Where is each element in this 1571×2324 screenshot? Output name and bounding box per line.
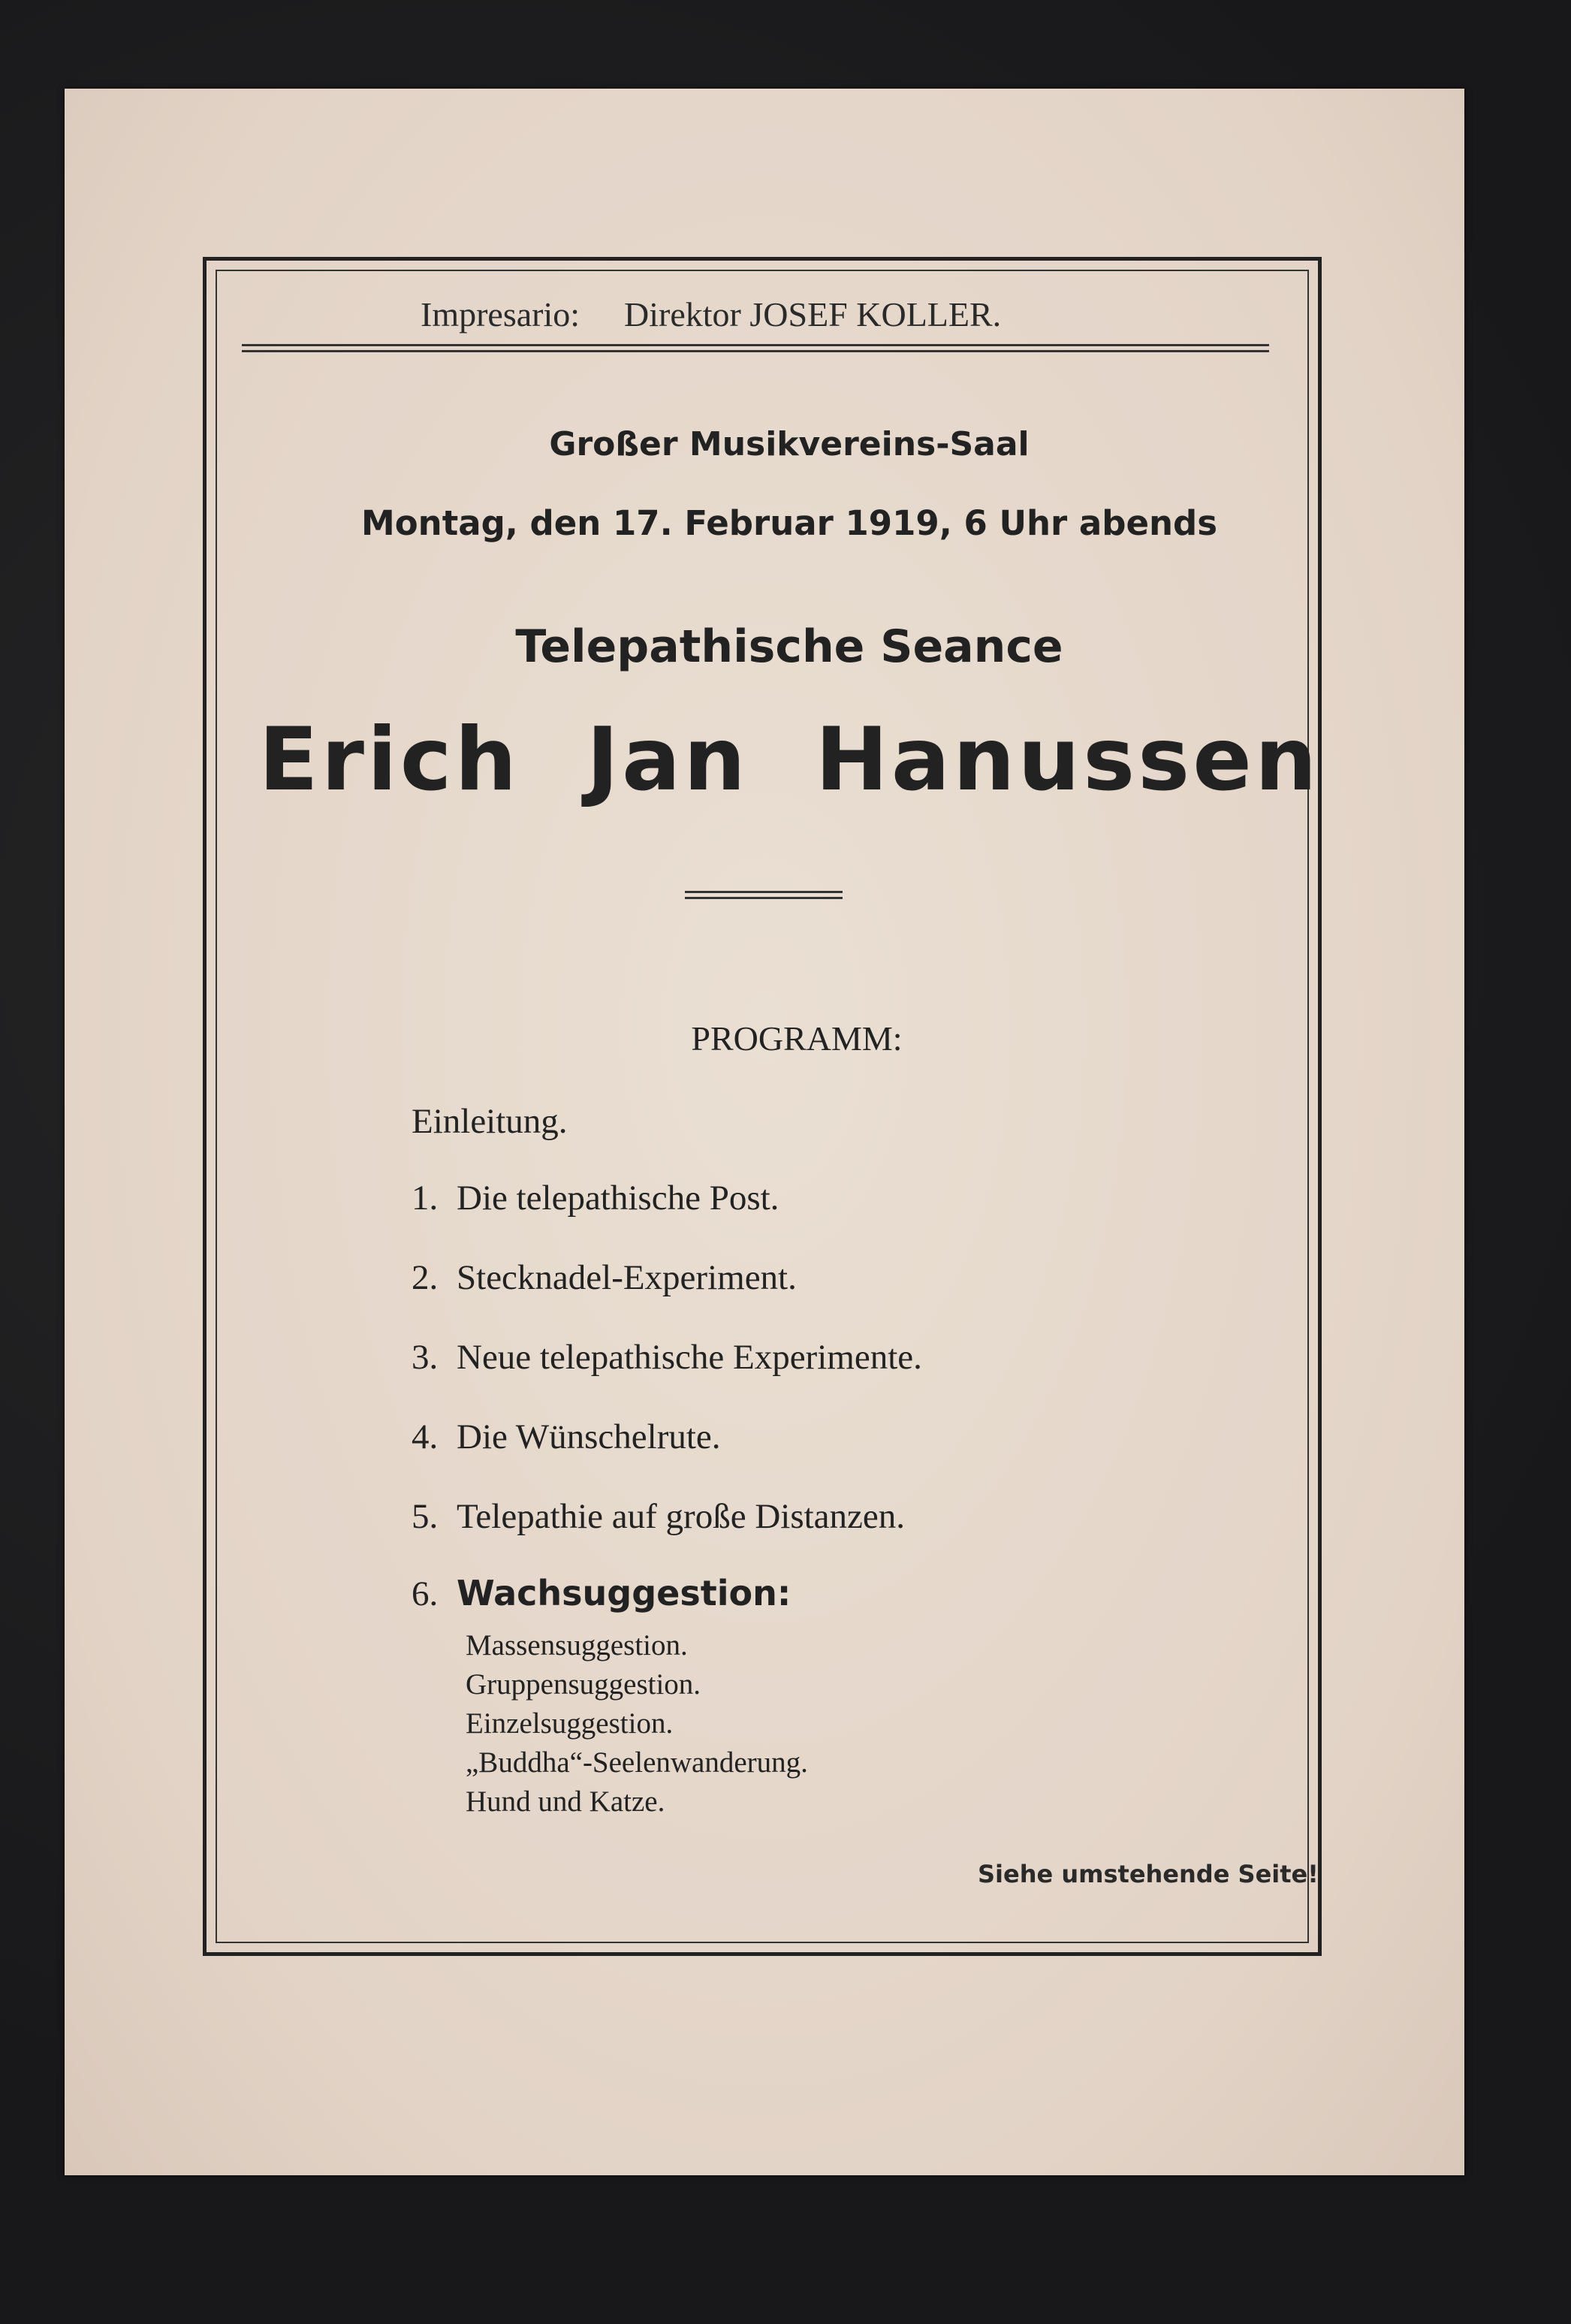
item-number: 3. bbox=[412, 1338, 439, 1377]
impresario-label: Impresario: bbox=[421, 295, 580, 334]
item-number: 2. bbox=[412, 1258, 439, 1297]
impresario-name: Direktor JOSEF KOLLER. bbox=[624, 295, 1002, 334]
item-label: Telepathie auf große Distanzen. bbox=[457, 1497, 906, 1536]
item-label: Die telepathische Post. bbox=[457, 1179, 779, 1218]
item-label: Stecknadel-Experiment. bbox=[457, 1258, 797, 1297]
venue: Großer Musikvereins-Saal bbox=[549, 425, 1030, 463]
program-item bbox=[412, 1178, 779, 1218]
footer-note: Siehe umstehende Seite! bbox=[978, 1860, 1319, 1888]
program-item bbox=[412, 1417, 721, 1457]
program-heading: PROGRAMM: bbox=[691, 1019, 903, 1058]
date-line: Montag, den 17. Februar 1919, 6 Uhr abends bbox=[360, 503, 1218, 543]
program-item bbox=[412, 1337, 922, 1378]
event-type: Telepathische Seance bbox=[515, 620, 1063, 673]
program-item bbox=[412, 1573, 791, 1614]
item-number: 5. bbox=[412, 1497, 439, 1536]
item-label: Die Wünschelrute. bbox=[457, 1417, 721, 1456]
program-subitem: Massensuggestion. bbox=[466, 1629, 688, 1662]
program-subitem: „Buddha“-Seelenwanderung. bbox=[466, 1746, 808, 1779]
title-divider bbox=[685, 891, 843, 899]
impresario-line bbox=[421, 294, 1001, 334]
program-intro: Einleitung. bbox=[412, 1102, 568, 1141]
item-number: 1. bbox=[412, 1179, 439, 1218]
item-label: Wachsuggestion: bbox=[457, 1573, 792, 1613]
program-subitem: Gruppensuggestion. bbox=[466, 1668, 701, 1701]
item-number: 6. bbox=[412, 1574, 439, 1613]
header-divider bbox=[242, 344, 1269, 352]
program-item bbox=[412, 1257, 797, 1298]
item-label: Neue telepathische Experimente. bbox=[457, 1338, 922, 1377]
program-item bbox=[412, 1496, 905, 1537]
performer-name: Erich Jan Hanussen bbox=[258, 709, 1320, 810]
program-subitem: Einzelsuggestion. bbox=[466, 1707, 674, 1740]
program-subitem: Hund und Katze. bbox=[466, 1785, 665, 1818]
item-number: 4. bbox=[412, 1417, 439, 1456]
